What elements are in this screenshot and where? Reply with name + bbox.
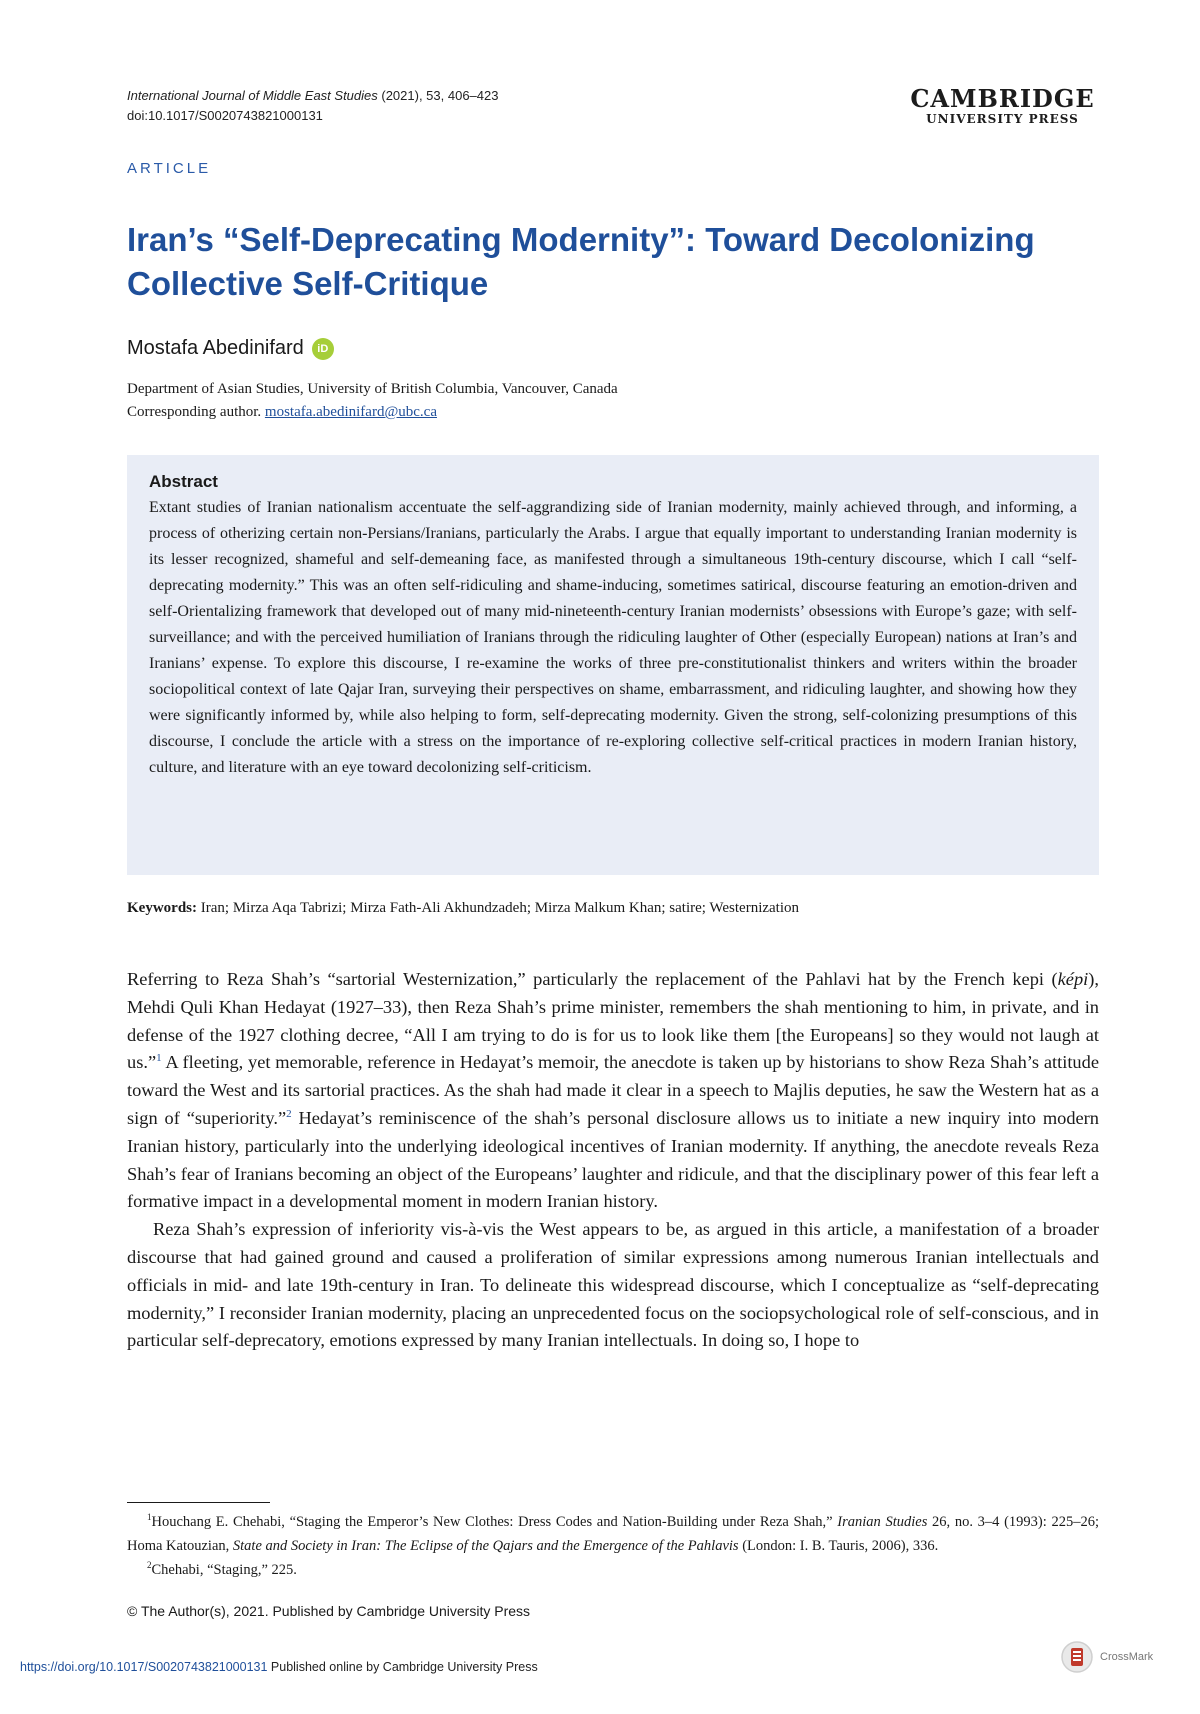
footnote-text: Houchang E. Chehabi, “Staging the Emperor’s New Clothes: Dress Codes and Nation-Building under Reza Shah,” (151, 1514, 838, 1530)
footer-doi-link[interactable]: https://doi.org/10.1017/S0020743821000131 (20, 1660, 268, 1674)
footnotes (127, 1510, 1099, 1582)
article-type-label: ARTICLE (127, 160, 212, 177)
crossmark-label: CrossMark (1100, 1651, 1154, 1663)
keywords-list: Iran; Mirza Aqa Tabrizi; Mirza Fath-Ali Akhundzadeh; Mirza Malkum Khan; satire; Westernization (197, 900, 800, 916)
footnote-number: 2 (147, 1560, 152, 1571)
footnote-italic: Iranian Studies (837, 1514, 928, 1530)
publisher-logo-line2: UNIVERSITY PRESS (926, 112, 1079, 126)
corresponding-label: Corresponding author. (127, 404, 265, 420)
journal-name[interactable]: International Journal of Middle East Studies (127, 88, 378, 103)
body-paragraph-2: Reza Shah’s expression of inferiority vis-à-vis the West appears to be, as argued in this article, a manifestation of a broader discourse that had gained ground and caused a proliferation of similar expressions among numerous Iranian intellectuals and officials in mid- and late 19th-century in Iran. To delineate this widespread discourse, which I conceptualize as “self-deprecating modernity,” I reconsider Iranian modernity, placing an unprecedented focus on the sociopsychological role of self-conscious, and in particular self-deprecatory, emotions expressed by many Iranian intellectuals. In doing so, I hope to (127, 1219, 1099, 1351)
abstract-heading: Abstract (149, 472, 218, 491)
journal-volume-info: (2021), 53, 406–423 (377, 88, 499, 103)
affiliation-block (127, 378, 618, 424)
footnote-italic: State and Society in Iran: The Eclipse of the Qajars and the Emergence of the Pahlavis (232, 1538, 739, 1554)
footnote-2 (127, 1558, 1099, 1582)
author-email-link[interactable]: mostafa.abedinifard@ubc.ca (264, 404, 437, 420)
keywords-line (127, 900, 799, 917)
footnote-number: 1 (147, 1512, 152, 1523)
journal-citation (127, 86, 498, 106)
body-text: Hedayat’s reminiscence of the shah’s personal disclosure allows us to initiate a new inquiry into modern Iranian history, particularly into the underlying ideological incentives of Iranian modernity. If anything, the anecdote reveals Reza Shah’s fear of Iranians becoming an object of the Europeans’ laughter and ridicule, and that the disciplinary power of this fear left a formative impact in a developmental moment in modern Iranian history. (127, 1107, 1099, 1212)
journal-header (127, 86, 498, 126)
orcid-icon[interactable]: iD (312, 338, 334, 360)
footer-doi-line (20, 1660, 538, 1674)
footnote-text: Chehabi, “Staging,” 225. (151, 1562, 297, 1578)
footnote-ref-2[interactable]: 2 (286, 1107, 292, 1120)
article-doi[interactable]: doi:10.1017/S0020743821000131 (127, 108, 323, 123)
body-text: A fleeting, yet memorable, reference in Hedayat’s memoir, the anecdote is taken up by historians to show Reza Shah’s attitude toward the West and its sartorial practices. As the shah had made it clear in a speech to Majlis deputies, he saw the Western hat as a sign of “superiority.” (127, 1052, 1099, 1128)
footnote-ref-1[interactable]: 1 (156, 1052, 162, 1065)
article-body (127, 966, 1099, 1355)
footer-published-text: Published online by Cambridge University Press (267, 1660, 538, 1674)
footnote-divider (127, 1502, 270, 1503)
publisher-logo[interactable] (910, 86, 1095, 126)
footnote-1 (127, 1510, 1099, 1558)
footnote-text: 26, no. 3–4 (1993): 225–26; Homa Katouzian, (127, 1514, 1099, 1554)
author-line (127, 337, 334, 360)
body-italic-term: képi (1057, 969, 1089, 989)
publisher-logo-line1: CAMBRIDGE (910, 84, 1095, 113)
article-title: Iran’s “Self-Deprecating Modernity”: Toward Decolonizing Collective Self-Critique (127, 221, 1035, 302)
copyright-notice: © The Author(s), 2021. Published by Cambridge University Press (127, 1603, 531, 1619)
crossmark-icon (1060, 1640, 1094, 1674)
corresponding-author (127, 401, 618, 424)
abstract-text: Extant studies of Iranian nationalism accentuate the self-aggrandizing side of Iranian modernity, mainly achieved through, and informing, a process of otherizing certain non-Persians/Iranians, particularly the Arabs. I argue that equally important to understanding Iranian modernity is its lesser recognized, shameful and self-demeaning face, as manifested through a simultaneous 19th-century discourse, which I call “self-deprecating modernity.” This was an often self-ridiculing and shame-inducing, sometimes satirical, discourse featuring an emotion-driven and self-Orientalizing framework that developed out of many mid-nineteenth-century Iranian modernists’ obsessions with Europe’s gaze; with self-surveillance; and with the perceived humiliation of Iranians through the ridiculing laughter of Other (especially European) nations at Iran’s and Iranians’ expense. To explore this discourse, I re-examine the works of three pre-constitutionalist thinkers and writers within the broader sociopolitical context of late Qajar Iran, surveying their perspectives on shame, embarrassment, and ridiculing laughter, and showing how they were significantly informed by, while also helping to form, self-deprecating modernity. Given the strong, self-colonizing presumptions of this discourse, I conclude the article with a stress on the importance of re-exploring collective self-critical practices in modern Iranian history, culture, and literature with an eye toward decolonizing self-criticism. (149, 499, 1077, 776)
abstract-box (127, 455, 1099, 875)
keywords-label: Keywords: (127, 900, 197, 916)
crossmark-badge[interactable] (1060, 1640, 1153, 1674)
body-text: ), Mehdi Quli Khan Hedayat (1927–33), then Reza Shah’s prime minister, remembers the shah mentioning to him, in private, and in defense of the 1927 clothing decree, “All I am trying to do is for us to look like them [the Europeans] so they would not laugh at us.” (127, 969, 1099, 1073)
author-name[interactable]: Mostafa Abedinifard (127, 337, 304, 359)
footnote-text: (London: I. B. Tauris, 2006), 336. (738, 1538, 939, 1554)
body-text: Referring to Reza Shah’s “sartorial Westernization,” particularly the replacement of the Pahlavi hat by the French kepi ( (127, 969, 1058, 989)
body-paragraph-1 (127, 966, 1099, 1216)
affiliation-department: Department of Asian Studies, University of British Columbia, Vancouver, Canada (127, 381, 618, 397)
